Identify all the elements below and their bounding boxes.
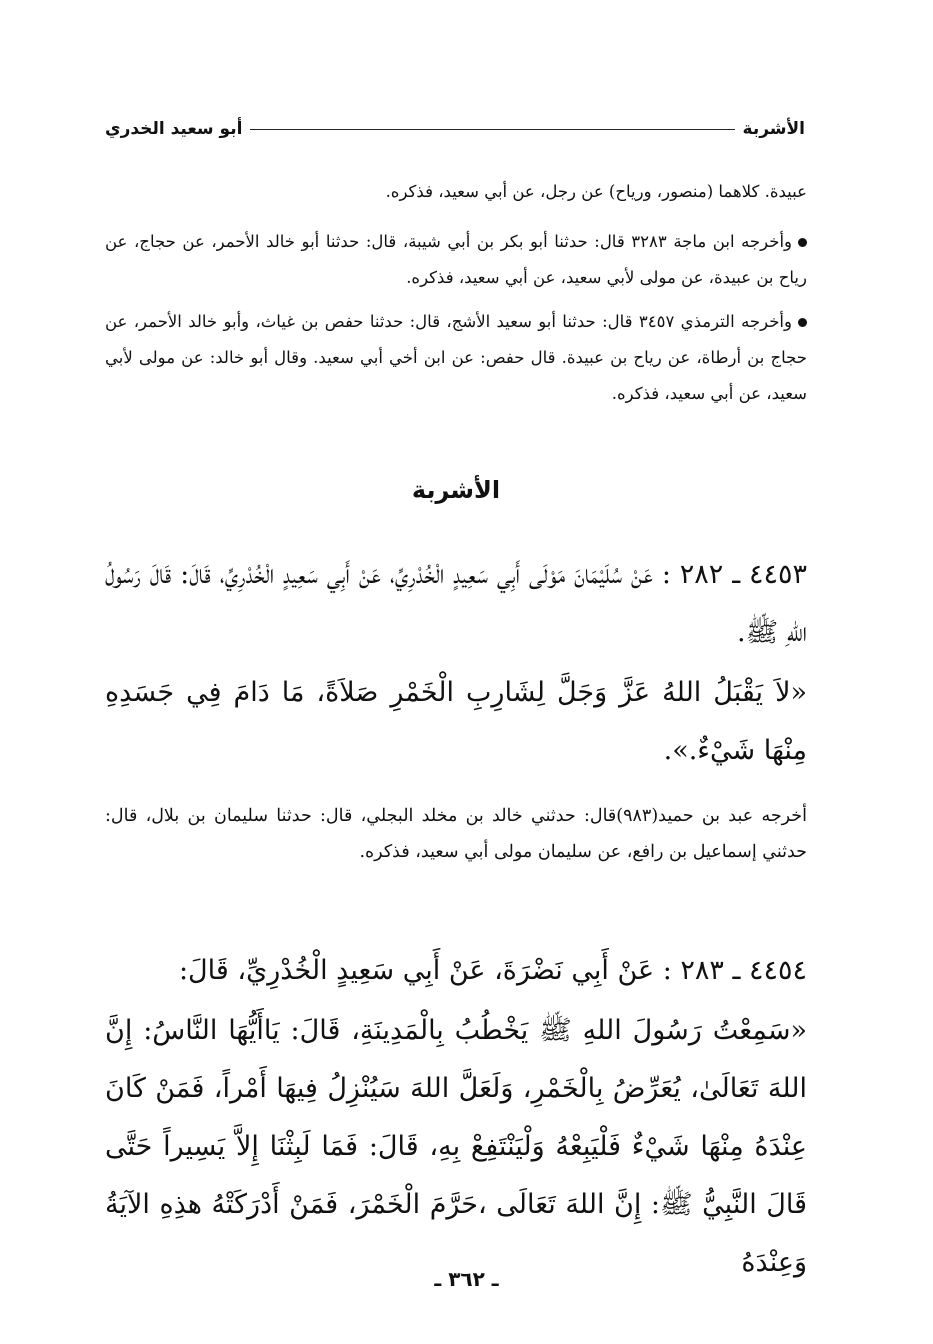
bullet-icon [798, 318, 807, 327]
hadith-takhrij: أخرجه عبد بن حميد(٩٨٣)قال: حدثني خالد بن مخلد البجلي، قال: حدثنا سليمان بن بلال، قال: حدثني إسماعيل بن رافع، عن سليمان مولى أبي سعيد، فذكره. [105, 806, 807, 862]
footnote-item [105, 304, 807, 412]
header-rule [250, 129, 734, 130]
footnote-item [105, 224, 807, 296]
hadith-matn: «سَمِعْتُ رَسُولَ اللهِ ﷺ يَخْطُبُ بِالْمَدِينَةِ، قَالَ: يَاأَيُّهَا النَّاسُ: إِنَّ اللهَ تَعَالَىٰ، يُعَرِّضُ بِالْخَمْرِ، وَلَعَلَّ اللهَ سَيُنْزِلُ فِيهَا أَمْراً، فَمَنْ كَانَ عِنْدَهُ مِنْهَا شَيْءٌ فَلْيَبِعْهُ وَلْيَنْتَفِعْ بِهِ، قَالَ: فَمَا لَبِثْنَا إِلاَّ يَسِيراً حَتَّى قَالَ النَّبِيُّ ﷺ: إِنَّ اللهَ تَعَالَى ،حَرَّمَ الْخَمْرَ، فَمَنْ أَدْرَكَتْهُ هذِهِ الآيَةُ وَعِنْدَهُ [105, 1015, 807, 1278]
book-title: أبو سعيد الخدري [105, 119, 243, 139]
footnote-text: عبيدة. كلاهما (منصور، ورياح) عن رجل، عن أبي سعيد، فذكره. [385, 182, 807, 201]
hadith-isnad: ٤٤٥٣ ـ ٢٨٢ : عَنْ سُلَيْمَانَ مَوْلَى أَبِي سَعِيدٍ الْخُدْرِيِّ، عَنْ أَبِي سَعِيدٍ الْخُدْرِيِّ، قَالَ: قَالَ رَسُولُ اللهِ ﷺ. [105, 559, 807, 648]
chapter-title: الأشربة [742, 119, 805, 139]
footnote-text: وأخرجه ابن ماجة ٣٢٨٣ قال: حدثنا أبو بكر بن أبي شيبة، قال: حدثنا أبو خالد الأحمر، عن حجاج، عن رياح بن عبيدة، عن مولى لأبي سعيد، عن أبي سعيد، فذكره. [105, 232, 807, 287]
hadith-isnad: ٤٤٥٤ ـ ٢٨٣ : عَنْ أَبِي نَضْرَةَ، عَنْ أَبِي سَعِيدٍ الْخُدْرِيِّ، قَالَ: [178, 955, 807, 986]
bullet-icon [798, 238, 807, 247]
running-header [105, 112, 805, 146]
footnote-continuation [105, 174, 807, 210]
footnote-text: وأخرجه الترمذي ٣٤٥٧ قال: حدثنا أبو سعيد الأشج، قال: حدثنا حفص بن غياث، وأبو خالد الأحمر، عن حجاج بن أرطاة، عن رياح بن عبيدة. قال حفص: عن ابن أخي أبي سعيد. وقال أبو خالد: عن مولى لأبي سعيد، عن أبي سعيد، فذكره. [105, 312, 807, 403]
page-number: ـ ٣٦٢ ـ [434, 1267, 499, 1291]
section-title: الأشربة [411, 476, 501, 504]
hadith-matn: «لاَ يَقْبَلُ اللهُ عَزَّ وَجَلَّ لِشَارِبِ الْخَمْرِ صَلاَةً، مَا دَامَ فِي جَسَدِهِ مِنْهَا شَيْءٌ.». [105, 677, 807, 766]
